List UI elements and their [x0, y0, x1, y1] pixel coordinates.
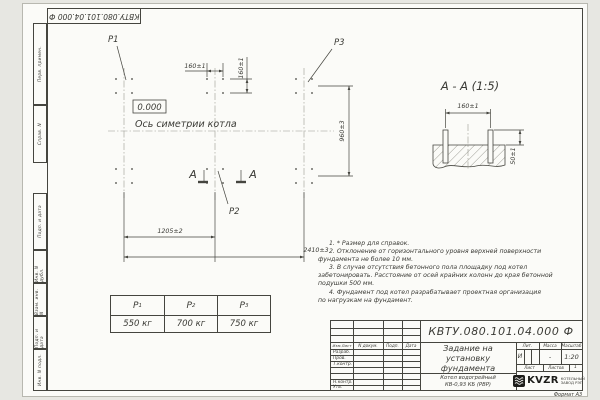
section-letter-left: A — [189, 168, 197, 181]
logo-text: KVZR — [527, 375, 559, 386]
dim-160-vertical: 160±1 — [238, 57, 245, 79]
document-title — [420, 343, 516, 373]
note-line: 3. В случае отсутствия бетонного пола площадку под котел — [329, 264, 528, 272]
load-point-label-p3: P3 — [334, 38, 345, 48]
p-sub: 1 — [138, 302, 142, 309]
dim-160-horizontal: 160±1 — [184, 63, 206, 70]
note-line: 4. Фундамент под котел разрабатывает проектная организация — [329, 288, 541, 296]
elevation-value: 0.000 — [137, 103, 162, 113]
mass-label: Масса — [543, 343, 557, 348]
section-title: А - А (1:5) — [440, 79, 500, 93]
product-name-line: КВ-0,93 КБ (РВР) — [444, 381, 492, 388]
section-view-a-a — [433, 79, 524, 170]
plan-view — [108, 35, 353, 262]
p-sub: 3 — [244, 302, 249, 309]
note-line: фундамента не более 10 мм. — [318, 256, 414, 264]
p-base: P — [133, 300, 139, 311]
load-table-header-p3 — [217, 296, 270, 315]
document-title-line: фундамента — [440, 363, 496, 373]
load-point-label-p1: P1 — [108, 35, 119, 45]
note-line: 2. Отклонение от горизонтального уровня верхней поверхности — [329, 248, 542, 256]
margin-label: Взам. инв. N — [35, 288, 45, 315]
load-point-label-p2: P2 — [229, 207, 240, 217]
p-sub: 2 — [191, 302, 196, 309]
mass-value: - — [548, 352, 552, 361]
company-cell — [516, 371, 585, 390]
dim-960: 960±3 — [339, 120, 346, 142]
note-line: по нагрузкам на фундамент. — [318, 296, 413, 304]
sheet-label: Лист — [524, 365, 535, 370]
load-table-header-p1 — [111, 296, 164, 315]
note-line: подушки 500 мм. — [318, 280, 375, 288]
document-title-line: установку — [445, 353, 491, 363]
section-dim-50: 50±1 — [510, 147, 517, 165]
document-title-line: Задание на — [443, 343, 493, 353]
lit-label: Лит. — [522, 343, 533, 348]
col-doc: N докум. — [358, 343, 378, 348]
col-date: Дата — [405, 343, 417, 348]
section-dim-160: 160±1 — [457, 103, 479, 110]
row-tcontrol: Т.контр. — [333, 361, 353, 367]
sheets-value: 1 — [574, 365, 577, 370]
sheets-label: Листов — [548, 365, 564, 370]
note-line: 1. * Размер для справок. — [329, 240, 410, 247]
margin-label: Инв. N подл. — [37, 354, 43, 386]
margin-label: Справ. N — [37, 122, 43, 146]
p-base: P — [186, 300, 192, 311]
section-letter-right: A — [249, 168, 257, 181]
title-block — [330, 320, 583, 391]
title-block-designation: КВТУ.080.101.04.000 Ф — [428, 325, 574, 338]
row-checked: Пров. — [333, 355, 346, 361]
anchor-bolt-left — [443, 130, 448, 163]
section-cut-marks — [198, 170, 246, 182]
lit-value: И — [517, 353, 523, 360]
product-name — [420, 375, 516, 390]
kvzr-logo-icon — [513, 375, 525, 387]
margin-label: Перв. примен. — [37, 45, 43, 83]
section-dimension-lines — [446, 109, 525, 145]
load-table-value-p2: 700 кг — [164, 315, 217, 332]
notes-block — [318, 240, 586, 305]
row-ncontrol: Н.контр. — [333, 379, 353, 385]
flipped-designation: КВТУ.080.101.04.000 Ф — [48, 11, 140, 21]
dim-2410: 2410±3 — [303, 247, 329, 254]
load-table-value-p3: 750 кг — [217, 315, 270, 332]
scale-label: Масштаб — [561, 343, 582, 348]
note-line: забетонировать. Расстояние от осей крайних колонн до края бетонной — [318, 272, 553, 280]
load-table-value-p1: 550 кг — [111, 315, 164, 332]
company-name-line: КОТЕЛЬНЫЙ — [560, 376, 585, 381]
col-sign: Подп. — [386, 343, 399, 348]
dim-1205: 1205±2 — [157, 228, 183, 235]
margin-label: Подп. и дата — [35, 328, 45, 348]
anchor-bolt-right — [488, 130, 493, 163]
axis-of-symmetry-label: Ось симетрии котла — [135, 119, 237, 130]
scale-value: 1:20 — [564, 352, 579, 361]
col-izm-list: Изм.Лист — [332, 343, 352, 348]
format-label: Формат А3 — [553, 391, 583, 398]
company-name-line: ЗАВОД РЭП — [560, 380, 583, 385]
row-approved: Утв. — [333, 385, 343, 390]
p-base: P — [239, 300, 245, 311]
load-table — [110, 295, 271, 333]
margin-label: Подп. и дата — [37, 205, 43, 238]
load-table-header-p2 — [164, 296, 217, 315]
product-name-line: Котел водогрейный — [440, 375, 496, 381]
row-developed: Разраб. — [333, 349, 351, 355]
margin-label: Инв. N дубл. — [35, 265, 45, 282]
